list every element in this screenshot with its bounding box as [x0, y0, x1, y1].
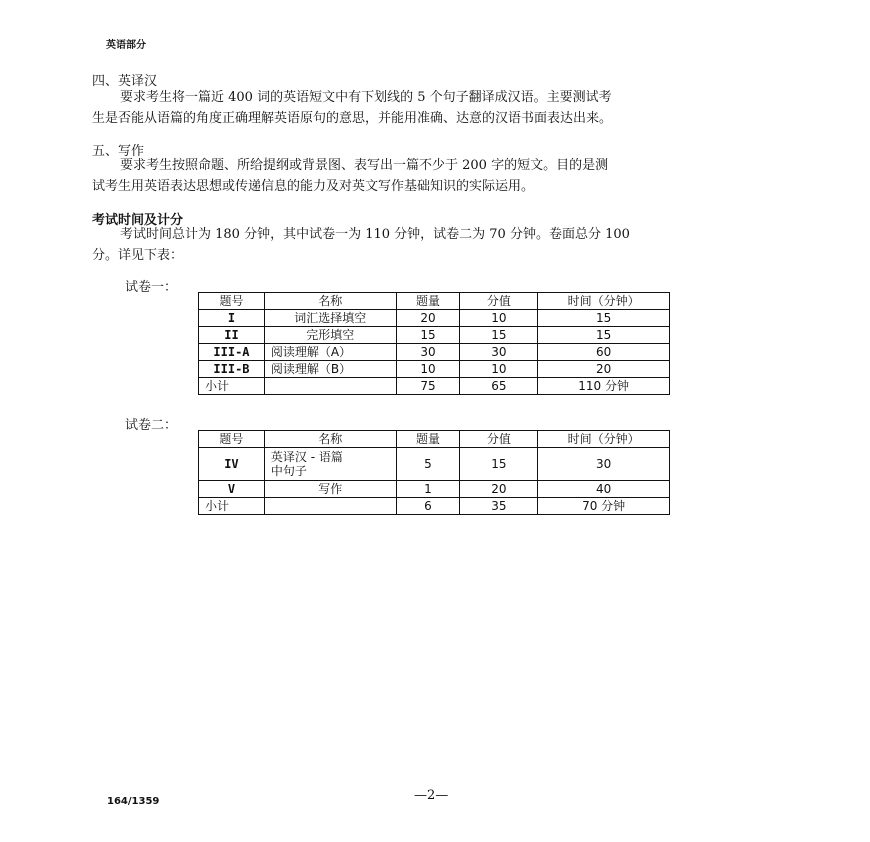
- section-5-line-1: 要求考生按照命题、所给提纲或背景图、表写出一篇不少于 200 字的短文。目的是测: [120, 158, 609, 173]
- question-number: III-B: [199, 361, 265, 378]
- question-time: 15: [538, 310, 670, 327]
- header-cell: 时间（分钟）: [538, 431, 670, 448]
- table-row: [199, 361, 670, 378]
- question-score: 30: [460, 344, 538, 361]
- running-header: 英语部分: [106, 40, 146, 51]
- section-4-title: 四、英译汉: [92, 74, 158, 89]
- table-row: [199, 327, 670, 344]
- table-header-row: [199, 293, 670, 310]
- section-5-line-2: 试考生用英语表达思想或传递信息的能力及对英文写作基础知识的实际运用。: [92, 179, 535, 194]
- question-score: 35: [460, 498, 538, 515]
- table-row: [199, 344, 670, 361]
- table-header-row: [199, 431, 670, 448]
- question-number: I: [199, 310, 265, 327]
- header-cell: 题号: [199, 293, 265, 310]
- question-time: 20: [538, 361, 670, 378]
- header-cell: 名称: [264, 431, 396, 448]
- timing-title: 考试时间及计分: [92, 213, 184, 228]
- table-row: [199, 481, 670, 498]
- paper-2-table: [198, 430, 670, 515]
- question-score: 10: [460, 361, 538, 378]
- question-name: 词汇选择填空: [264, 310, 396, 327]
- header-cell: 题号: [199, 431, 265, 448]
- question-name-line-2: 中句子: [270, 464, 307, 478]
- paper-2-label: 试卷二：: [125, 418, 178, 433]
- question-count: 30: [396, 344, 460, 361]
- page-counter: 164/1359: [107, 796, 160, 807]
- question-name: [264, 448, 396, 481]
- table-row: [199, 310, 670, 327]
- subtotal-label: 小计: [199, 378, 265, 395]
- question-count: 75: [396, 378, 460, 395]
- header-cell: 时间（分钟）: [538, 293, 670, 310]
- question-score: 15: [460, 327, 538, 344]
- question-time: 60: [538, 344, 670, 361]
- header-cell: 分值: [460, 431, 538, 448]
- question-number: II: [199, 327, 265, 344]
- paper-1-label: 试卷一：: [125, 280, 178, 295]
- page-number: —2—: [414, 788, 449, 803]
- timing-line-1: 考试时间总计为 180 分钟，其中试卷一为 110 分钟，试卷二为 70 分钟。卷面总分 100: [120, 227, 630, 242]
- question-count: 5: [396, 448, 460, 481]
- question-score: 15: [460, 448, 538, 481]
- question-number: III-A: [199, 344, 265, 361]
- section-4-line-2: 生是否能从语篇的角度正确理解英语原句的意思，并能用准确、达意的汉语书面表达出来。: [92, 111, 613, 126]
- question-count: 6: [396, 498, 460, 515]
- question-name: [264, 498, 396, 515]
- question-name-line-1: 英译汉 - 语篇: [270, 450, 343, 464]
- question-name: 阅读理解（A）: [264, 344, 396, 361]
- question-number: V: [199, 481, 265, 498]
- question-count: 15: [396, 327, 460, 344]
- question-name: [264, 378, 396, 395]
- question-name: 写作: [264, 481, 396, 498]
- subtotal-row: [199, 498, 670, 515]
- question-count: 10: [396, 361, 460, 378]
- question-score: 20: [460, 481, 538, 498]
- question-time: 70 分钟: [538, 498, 670, 515]
- header-cell: 题量: [396, 431, 460, 448]
- question-name: 阅读理解（B）: [264, 361, 396, 378]
- question-name: 完形填空: [264, 327, 396, 344]
- question-time: 110 分钟: [538, 378, 670, 395]
- question-time: 40: [538, 481, 670, 498]
- header-cell: 名称: [264, 293, 396, 310]
- header-cell: 题量: [396, 293, 460, 310]
- timing-line-2: 分。详见下表：: [92, 248, 184, 263]
- question-count: 1: [396, 481, 460, 498]
- question-time: 15: [538, 327, 670, 344]
- paper-1-table: [198, 292, 670, 395]
- section-5-title: 五、写作: [92, 144, 145, 159]
- question-count: 20: [396, 310, 460, 327]
- question-score: 10: [460, 310, 538, 327]
- question-number: IV: [199, 448, 265, 481]
- section-4-line-1: 要求考生将一篇近 400 词的英语短文中有下划线的 5 个句子翻译成汉语。主要测试考: [120, 90, 612, 105]
- subtotal-label: 小计: [199, 498, 265, 515]
- question-score: 65: [460, 378, 538, 395]
- subtotal-row: [199, 378, 670, 395]
- question-time: 30: [538, 448, 670, 481]
- header-cell: 分值: [460, 293, 538, 310]
- table-row: [199, 448, 670, 481]
